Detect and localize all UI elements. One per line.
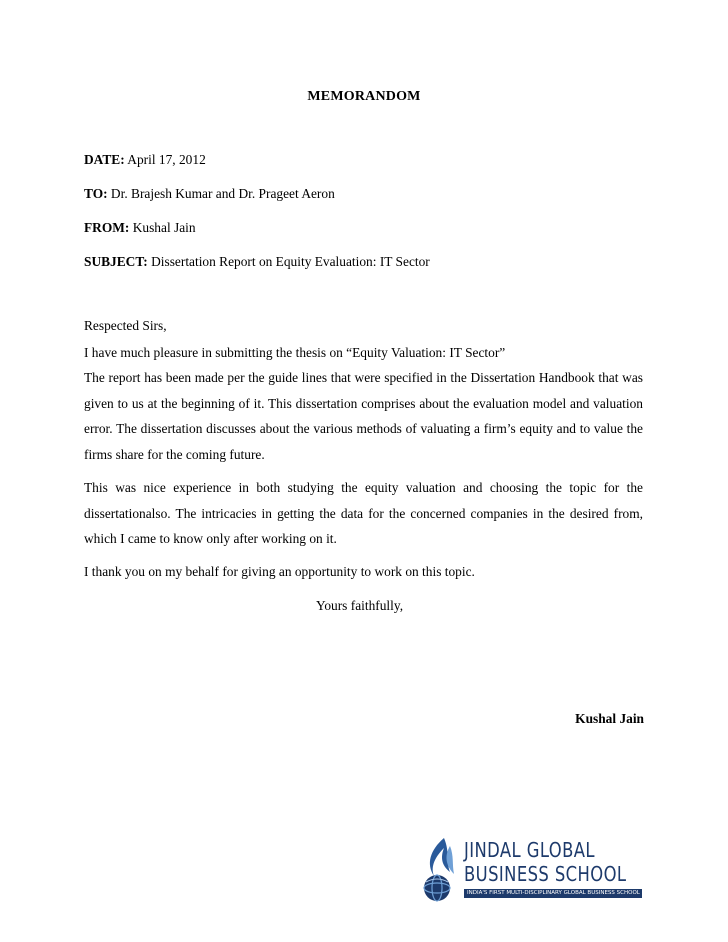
paragraph-1: The report has been made per the guide lines that were specified in the Dissertation Handbook that was given to us at the beginning of it. This dissertation comprises about the evaluation model and valuation error. The dissertation discusses about the various methods of valuating a firm’s equity and to value the firms share for the coming future. xyxy=(84,370,643,462)
logo-text-line2: BUSINESS SCHOOL xyxy=(464,862,627,886)
closing: Yours faithfully, xyxy=(316,598,404,613)
date-value: April 17, 2012 xyxy=(124,152,206,167)
logo-text-line1: JINDAL GLOBAL xyxy=(464,838,595,862)
memo-title: MEMORANDOM xyxy=(307,89,421,104)
jindal-logo xyxy=(420,836,642,904)
paragraph-3: I thank you on my behalf for giving an opportunity to work on this topic. xyxy=(84,564,475,579)
paragraph-2: This was nice experience in both studying the equity valuation and choosing the topic for the dissertationalso. The intricacies in getting the data for the concerned companies in the desired from, which I came to know only after working on it. xyxy=(84,480,643,546)
to-field xyxy=(84,186,335,202)
date-field xyxy=(84,152,206,168)
opening-line: I have much pleasure in submitting the thesis on “Equity Valuation: IT Sector” xyxy=(84,345,506,360)
flame-globe-icon xyxy=(420,836,462,904)
subject-label: SUBJECT: xyxy=(84,254,148,269)
signer-name: Kushal Jain xyxy=(575,711,644,726)
logo-tagline: INDIA'S FIRST MULTI-DISCIPLINARY GLOBAL BUSINESS SCHOOL xyxy=(464,889,642,898)
to-label: TO: xyxy=(84,186,108,201)
subject-field xyxy=(84,254,430,270)
from-value: Kushal Jain xyxy=(129,220,196,235)
from-label: FROM: xyxy=(84,220,130,235)
salutation: Respected Sirs, xyxy=(84,318,167,333)
subject-value: Dissertation Report on Equity Evaluation: IT Sector xyxy=(147,254,430,269)
to-value: Dr. Brajesh Kumar and Dr. Prageet Aeron xyxy=(107,186,335,201)
from-field xyxy=(84,220,196,236)
date-label: DATE: xyxy=(84,152,125,167)
